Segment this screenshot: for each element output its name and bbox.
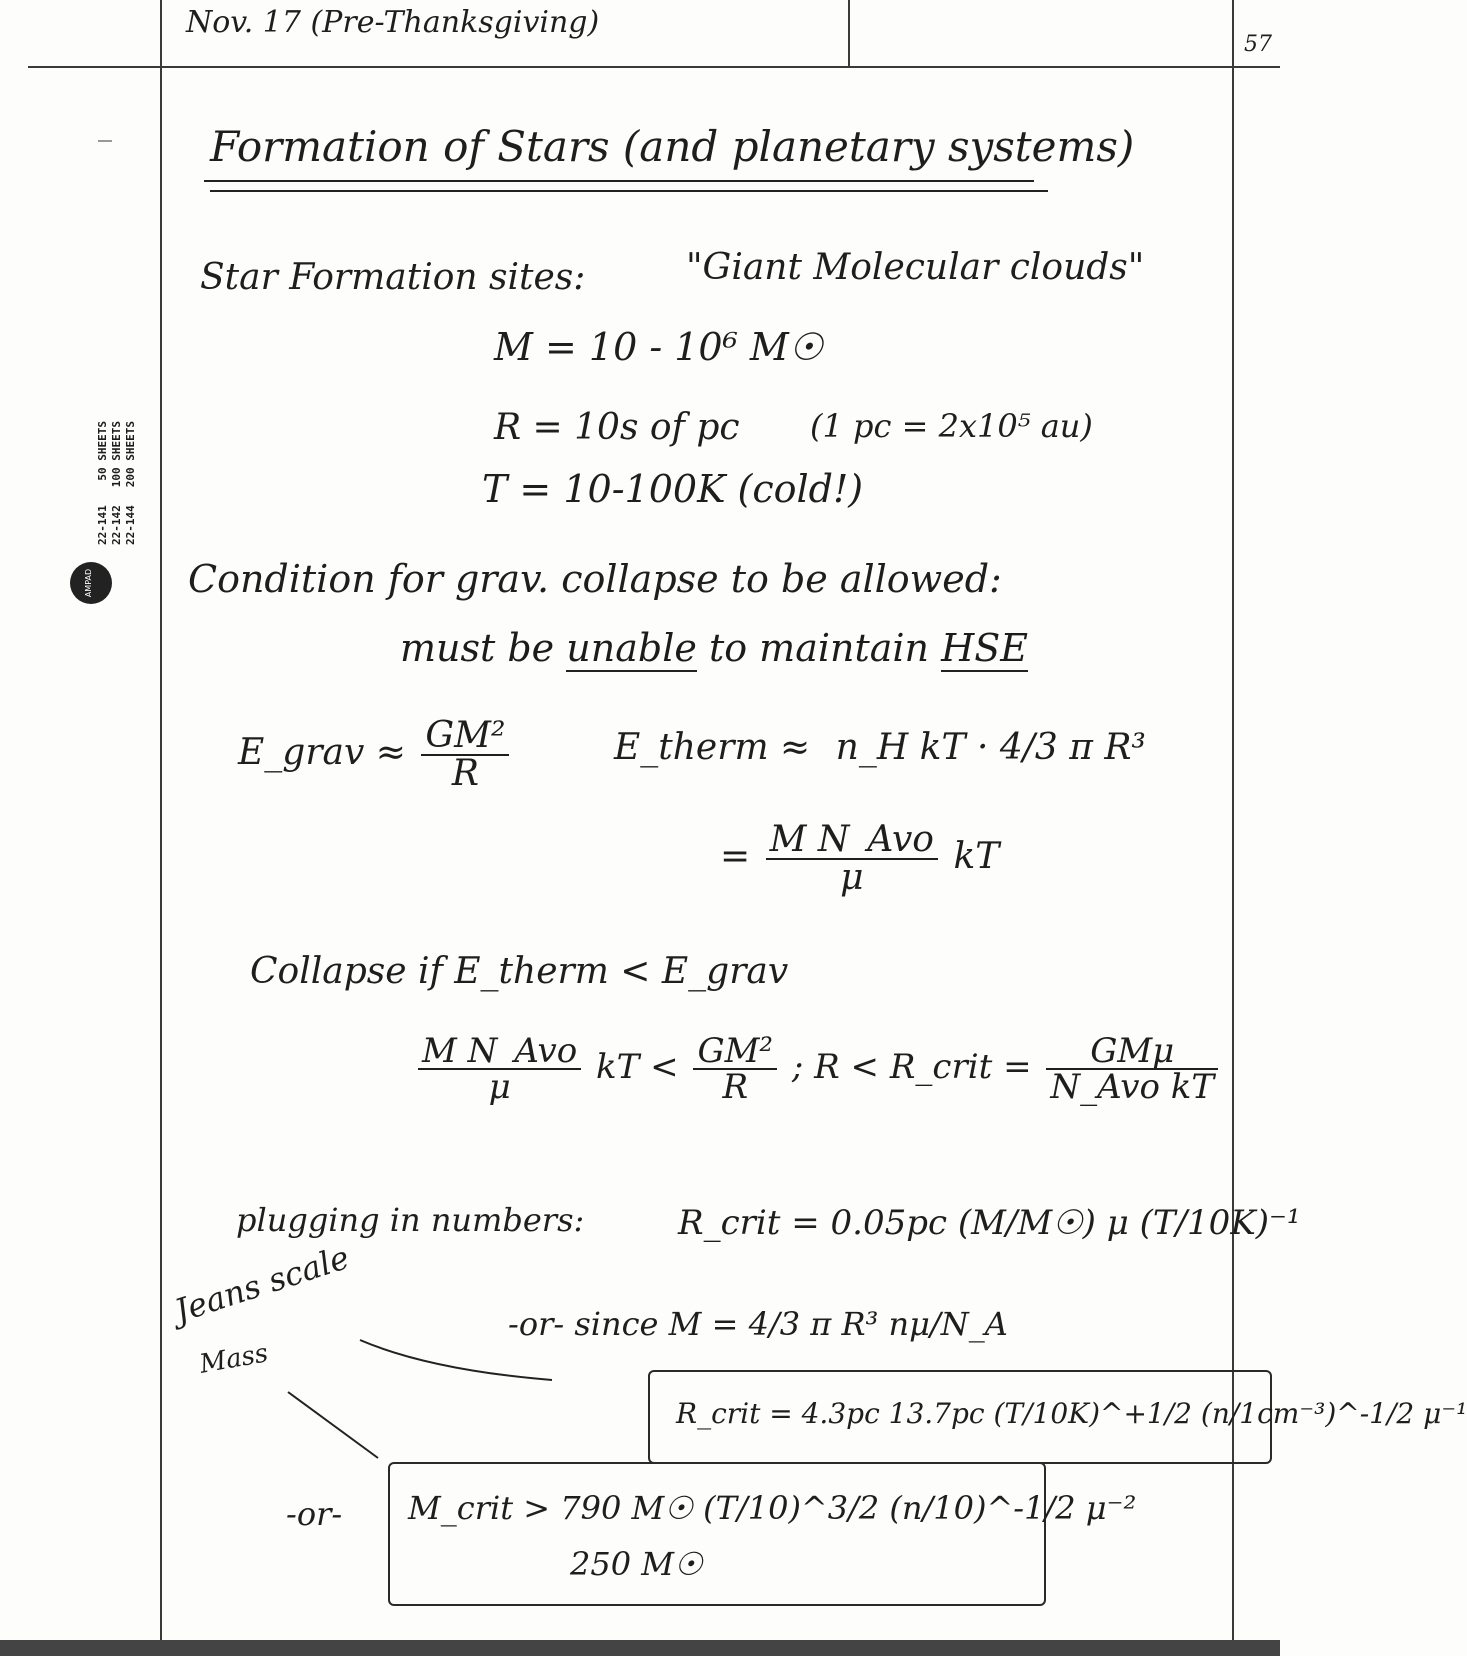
etherm-numerator: M N_Avo — [766, 822, 938, 860]
collapse-condition: Collapse if E_therm < E_grav — [250, 951, 789, 992]
page-number: 57 — [1244, 32, 1272, 57]
etherm-second-line — [720, 819, 1000, 898]
jeans-scale-label: Jeans scale — [170, 1238, 354, 1331]
ineq-fraction-2 — [693, 1031, 777, 1107]
plugging-label: plugging in numbers: — [236, 1201, 585, 1239]
catalog-block — [96, 358, 138, 608]
etherm-lhs: E_therm ≈ — [614, 727, 811, 768]
ineq-denominator-2: R — [722, 1067, 749, 1107]
mcrit-equation: M_crit > 790 M☉ (T/10)^3/2 (n/10)^-1/2 μ⁻² — [408, 1489, 1137, 1527]
plugging-equation: R_crit = 0.05pc (M/M☉) μ (T/10K)⁻¹ — [678, 1203, 1301, 1243]
since-mass-equation: -or- since M = 4/3 π R³ nμ/N_A — [508, 1305, 1008, 1343]
sites-value: "Giant Molecular clouds" — [686, 247, 1145, 288]
condition-emphasis: unable — [566, 626, 697, 670]
mcrit-corrected-value: 250 M☉ — [570, 1545, 703, 1583]
ineq-numerator-1: M N_Avo — [418, 1034, 581, 1070]
ineq-denominator-3: N_Avo kT — [1050, 1067, 1215, 1107]
jeans-scale-pointer — [360, 1340, 552, 1380]
mass-range: M = 10 - 10⁶ M☉ — [494, 325, 823, 369]
title-underline — [204, 180, 1034, 182]
mcrit-or: -or- — [286, 1495, 343, 1533]
condition-line-1: Condition for grav. collapse to be allowed: — [188, 557, 1002, 601]
header-divider — [848, 0, 850, 66]
ineq-fraction-3 — [1046, 1031, 1218, 1107]
catalog-number: 22-141 — [96, 505, 109, 545]
collapse-inequality — [414, 1031, 1222, 1107]
ineq-numerator-3: GMμ — [1046, 1034, 1218, 1070]
egrav-numerator: GM² — [421, 718, 509, 756]
sheet-count: 50 SHEETS — [96, 421, 109, 481]
header-date: Nov. 17 (Pre-Thanksgiving) — [186, 5, 600, 40]
egrav-denominator: R — [451, 753, 479, 794]
etherm-tail: kT — [953, 836, 1000, 877]
ineq-numerator-2: GM² — [693, 1034, 777, 1070]
page-title: Formation of Stars (and planetary systems) — [210, 122, 1135, 171]
sheet-count: 100 SHEETS — [110, 421, 123, 488]
condition-text: must be — [400, 626, 555, 670]
etherm-rhs: n_H kT · 4/3 π R³ — [835, 727, 1146, 768]
ampad-logo-label: AMPAD — [84, 568, 93, 598]
etherm-denominator: μ — [840, 857, 864, 898]
temperature-range: T = 10-100K (cold!) — [482, 467, 864, 511]
etherm-fraction — [766, 819, 938, 898]
title-underline — [210, 190, 1048, 192]
bottom-shadow — [0, 1640, 1280, 1656]
etherm-equals: = — [720, 836, 751, 877]
condition-hse: HSE — [941, 626, 1029, 670]
catalog-number: 22-144 — [124, 505, 137, 545]
etherm-equation — [614, 727, 1146, 768]
catalog-number: 22-142 — [110, 505, 123, 545]
header-rule — [28, 66, 1280, 68]
egrav-fraction — [421, 715, 509, 794]
condition-text: to maintain — [708, 626, 930, 670]
ineq-middle: kT < — [596, 1047, 679, 1087]
jeans-mass-label: Mass — [197, 1338, 271, 1380]
ineq-rcrit: ; R < R_crit = — [791, 1047, 1032, 1087]
jeans-mass-pointer — [288, 1392, 378, 1458]
margin-dash — [98, 140, 112, 142]
egrav-lhs: E_grav ≈ — [238, 732, 406, 773]
mcrit-box — [388, 1462, 1046, 1606]
margin-rule-left — [160, 0, 162, 1656]
sheet-count: 200 SHEETS — [124, 421, 137, 488]
rcrit-boxed-equation: R_crit = 4.3pc 13.7pc (T/10K)^+1/2 (n/1cm⁻³)^-1/2 μ⁻¹ — [676, 1397, 1467, 1430]
ineq-denominator-1: μ — [488, 1067, 511, 1107]
radius-note: (1 pc = 2x10⁵ au) — [810, 407, 1093, 445]
radius-range: R = 10s of pc — [494, 407, 740, 448]
egrav-equation — [238, 715, 513, 794]
ineq-fraction-1 — [418, 1031, 581, 1107]
condition-line-2 — [400, 626, 1028, 670]
sites-label: Star Formation sites: — [200, 257, 586, 298]
